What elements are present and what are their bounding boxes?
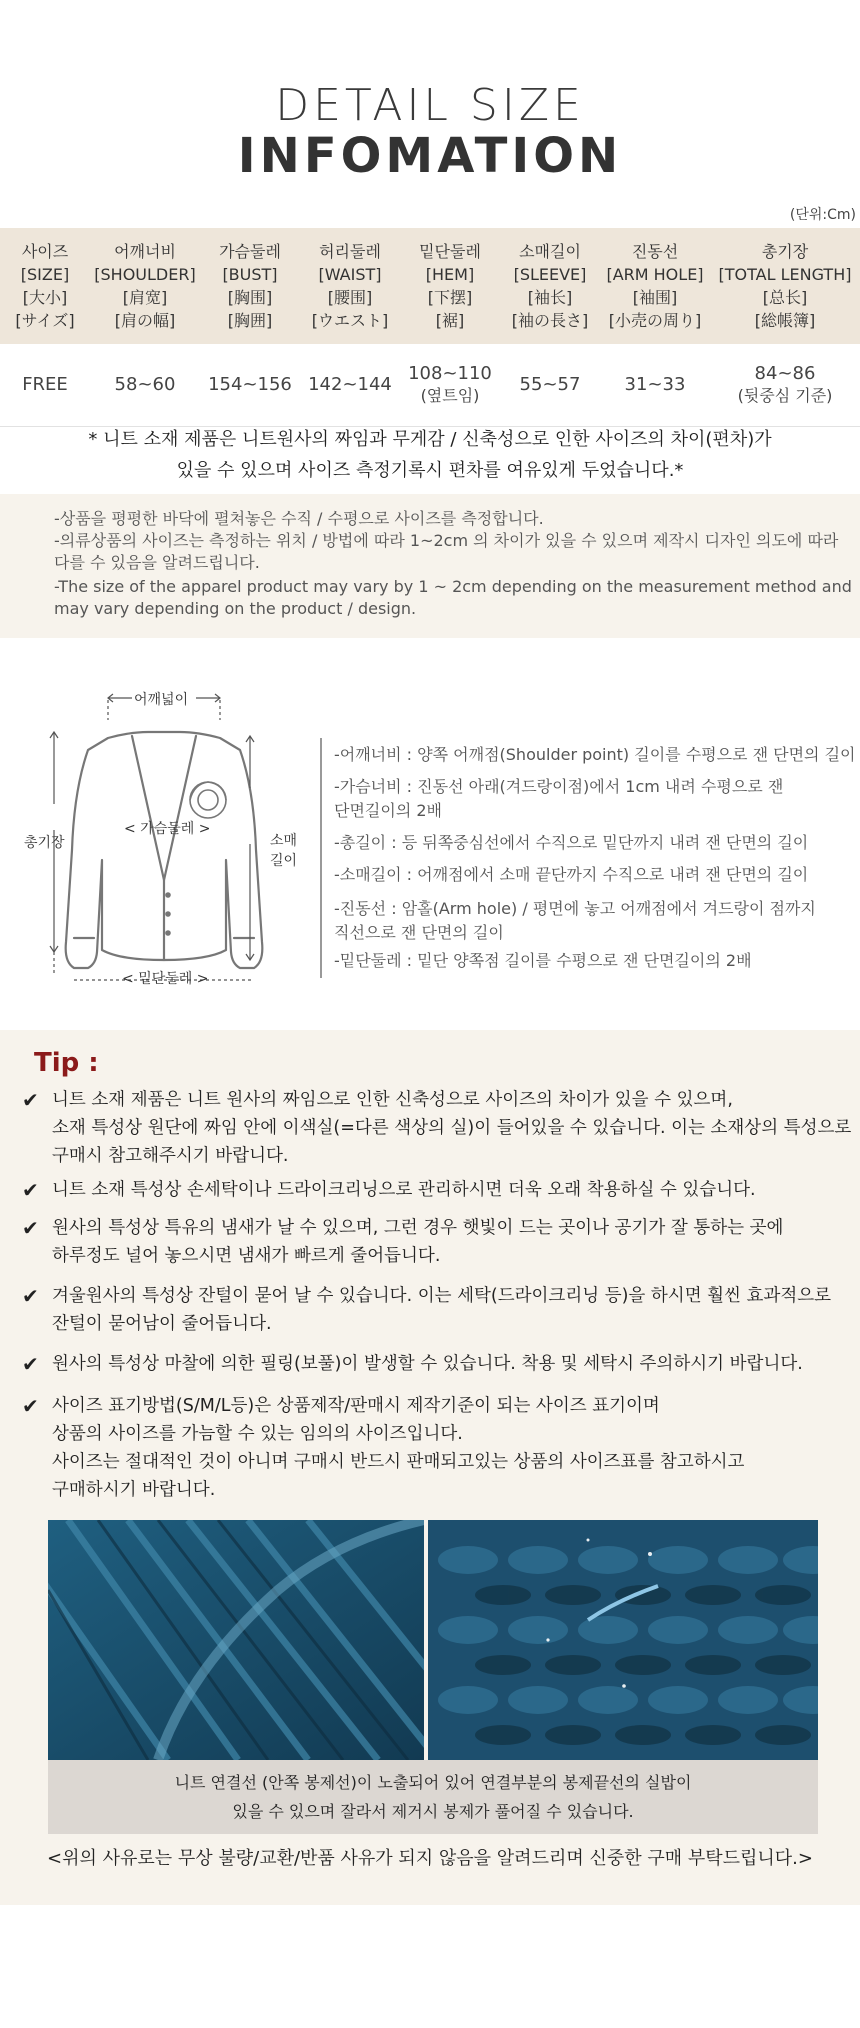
header-size: 사이즈 [SIZE] [大小] [サイズ]	[0, 228, 90, 344]
knit-photos	[48, 1520, 818, 1760]
cell-size: FREE	[0, 344, 90, 427]
measure-note: -의류상품의 사이즈는 측정하는 위치 / 방법에 따라 1~2cm 의 차이가 있을 수 있으며 제작시 디자인 의도에 따라	[54, 531, 839, 550]
measure-definition: -가슴너비 : 진동선 아래(겨드랑이점)에서 1cm 내려 수평으로 잰	[334, 777, 784, 796]
knit-note: * 니트 소재 제품은 니트원사의 짜임과 무게감 / 신축성으로 인한 사이즈의 차이(편차)가 있을 수 있으며 사이즈 측정기록시 편차를 여유있게 두었습니다.*	[88, 429, 772, 481]
cell-total-length: 84~86 (뒷중심 기준)	[710, 344, 860, 427]
header-armhole: 진동선 [ARM HOLE] [袖围] [小売の周り]	[600, 228, 710, 344]
diagram-label-sleeve: 소매 길이	[270, 833, 298, 869]
tip-item: ✔ 원사의 특성상 마찰에 의한 필링(보풀)이 발생할 수 있습니다. 착용 및 세탁시 주의하시기 바랍니다.	[22, 1352, 803, 1376]
tip-item: ✔ 겨울원사의 특성상 잔털이 묻어 날 수 있습니다. 이는 세탁(드라이크리닝 등)을 하시면 훨씬 효과적으로 잔털이 묻어남이 줄어듭니다.	[22, 1284, 832, 1334]
header-total-length: 총기장 [TOTAL LENGTH] [总长] [総帳簿]	[710, 228, 860, 344]
table-row	[0, 344, 860, 427]
measure-definition: -소매길이 : 어깨점에서 소매 끝단까지 수직으로 내려 잰 단면의 길이	[334, 865, 809, 884]
bottom-note: <위의 사유로는 무상 불량/교환/반품 사유가 되지 않음을 알려드리며 신중한 구매 부탁드립니다.>	[47, 1848, 813, 1869]
header-hem: 밑단둘레 [HEM] [下摆] [裾]	[400, 228, 500, 344]
cell-sleeve: 55~57	[500, 344, 600, 427]
measurement-notes-box	[0, 494, 860, 638]
measure-definition: 단면길이의 2배	[334, 801, 443, 820]
knit-photo-seam	[48, 1520, 424, 1760]
measure-definition: -어깨너비 : 양쪽 어깨점(Shoulder point) 길이를 수평으로 잰 단면의 길이	[334, 745, 856, 764]
header-bust: 가슴둘레 [BUST] [胸围] [胸囲]	[200, 228, 300, 344]
knit-photo-thread	[428, 1520, 818, 1760]
photo-caption: 니트 연결선 (안쪽 봉제선)이 노출되어 있어 연결부분의 봉제끝선의 실밥이 있을 수 있으며 잘라서 제거시 봉제가 풀어질 수 있습니다.	[48, 1760, 818, 1834]
size-table	[0, 228, 860, 427]
check-icon: ✔	[22, 1088, 39, 1112]
tip-item: ✔ 원사의 특성상 특유의 냄새가 날 수 있으며, 그런 경우 햇빛이 드는 곳이나 공기가 잘 통하는 곳에 하루정도 널어 놓으시면 냄새가 빠르게 줄어듭니다.	[22, 1216, 784, 1266]
check-icon: ✔	[22, 1284, 39, 1308]
cell-bust: 154~156	[200, 344, 300, 427]
check-icon: ✔	[22, 1394, 39, 1418]
tip-item: ✔ 니트 소재 제품은 니트 원사의 짜임으로 인한 신축성으로 사이즈의 차이가 있을 수 있으며, 소재 특성상 원단에 짜임 안에 이색실(=다른 색상의 실)이 들어있을 수 있습니다. 이는 소재상의 특성으로 구매시 참고해주시기 바랍니다.	[22, 1088, 852, 1166]
header-shoulder: 어깨너비 [SHOULDER] [肩宽] [肩の幅]	[90, 228, 200, 344]
title-line-2: INFOMATION	[237, 128, 623, 184]
measure-definition: 직선으로 잰 단면의 길이	[334, 923, 504, 942]
measure-note: -The size of the apparel product may vary by 1 ~ 2cm depending on the measurement method and	[54, 577, 852, 596]
diagram-label-bust: < 가슴둘레 >	[124, 821, 211, 837]
title-line-1: DETAIL SIZE	[275, 80, 585, 131]
measure-note: -상품을 평평한 바닥에 펼쳐놓은 수직 / 수평으로 사이즈를 측정합니다.	[54, 509, 544, 528]
tip-item: ✔ 사이즈 표기방법(S/M/L등)은 상품제작/판매시 제작기준이 되는 사이즈 표기이며 상품의 사이즈를 가늠할 수 있는 임의의 사이즈입니다. 사이즈는 절대적인 것이 아니며 구매시 반드시 판매되고있는 상품의 사이즈표를 참고하시고 구매하시기 바랍니다.	[22, 1394, 745, 1500]
size-table-header-row	[0, 228, 860, 344]
diagram-label-shoulder: 어깨넓이	[134, 692, 189, 708]
diagram-label-length: 총기장	[24, 835, 65, 851]
header-waist: 허리둘레 [WAIST] [腰围] [ウエスト]	[300, 228, 400, 344]
tip-item: ✔ 니트 소재 특성상 손세탁이나 드라이크리닝으로 관리하시면 더욱 오래 착용하실 수 있습니다.	[22, 1178, 756, 1202]
measure-definition: -진동선 : 암홀(Arm hole) / 평면에 놓고 어깨점에서 겨드랑이 점까지	[334, 899, 816, 918]
measure-definition: -총길이 : 등 뒤쪽중심선에서 수직으로 밑단까지 내려 잰 단면의 길이	[334, 833, 809, 852]
check-icon: ✔	[22, 1352, 39, 1376]
check-icon: ✔	[22, 1216, 39, 1240]
measure-note: 다를 수 있음을 알려드립니다.	[54, 553, 260, 572]
cell-hem: 108~110 (옆트임)	[400, 344, 500, 427]
measure-note: may vary depending on the product / design.	[54, 599, 417, 618]
cell-shoulder: 58~60	[90, 344, 200, 427]
total-note: (뒷중심 기준)	[737, 386, 833, 405]
unit-label: (단위:Cm)	[789, 207, 856, 223]
measure-definition: -밑단둘레 : 밑단 양쪽점 길이를 수평으로 잰 단면길이의 2배	[334, 951, 752, 970]
check-icon: ✔	[22, 1178, 39, 1202]
header-sleeve: 소매길이 [SLEEVE] [袖长] [袖の長さ]	[500, 228, 600, 344]
garment-diagram	[18, 680, 328, 1000]
cell-armhole: 31~33	[600, 344, 710, 427]
cell-waist: 142~144	[300, 344, 400, 427]
divider-bar	[320, 738, 322, 978]
hem-note: (옆트임)	[420, 386, 480, 405]
diagram-label-hem: < 밑단둘레 >	[122, 971, 209, 987]
tips-title: Tip :	[34, 1048, 99, 1078]
